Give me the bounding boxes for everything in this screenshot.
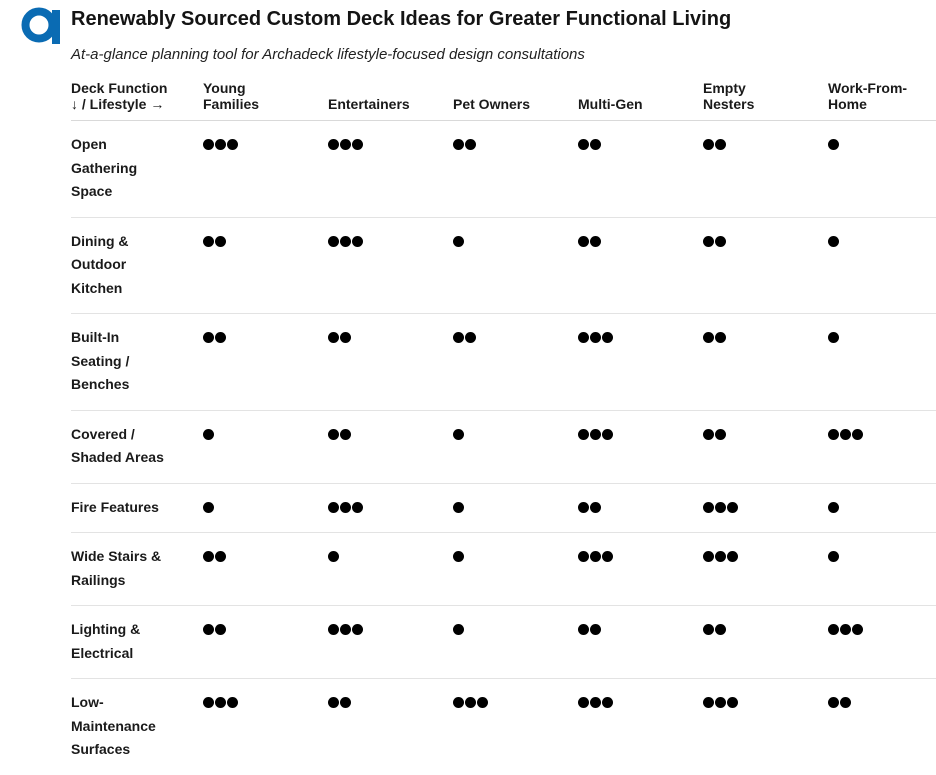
rating-cell: [453, 483, 578, 533]
rating-dots: [828, 133, 930, 150]
rating-dots: [578, 496, 697, 513]
rating-dot-icon: [727, 502, 738, 513]
rating-dots: [453, 423, 572, 440]
rating-cell: [328, 121, 453, 218]
rating-dots: [578, 423, 697, 440]
rating-dot-icon: [203, 502, 214, 513]
column-header: [703, 80, 828, 121]
rating-cell: [703, 410, 828, 483]
rating-dot-icon: [590, 551, 601, 562]
rating-dot-icon: [828, 624, 839, 635]
rating-cell: [828, 217, 936, 314]
rating-cell: [703, 217, 828, 314]
rating-dot-icon: [590, 697, 601, 708]
rating-dot-icon: [227, 697, 238, 708]
rating-cell: [328, 483, 453, 533]
rating-cell: [328, 606, 453, 679]
rating-dot-icon: [328, 502, 339, 513]
rating-cell: [828, 483, 936, 533]
deck-function-label: Lighting &: [71, 621, 141, 637]
rating-dot-icon: [703, 502, 714, 513]
rating-dot-icon: [590, 332, 601, 343]
rating-dot-icon: [828, 429, 839, 440]
rating-cell: [203, 217, 328, 314]
rating-cell: [578, 533, 703, 606]
rating-dot-icon: [578, 551, 589, 562]
rating-dot-icon: [578, 236, 589, 247]
column-header: [578, 80, 703, 121]
rating-dot-icon: [328, 429, 339, 440]
rating-dot-icon: [703, 624, 714, 635]
rating-dot-icon: [465, 697, 476, 708]
rating-cell: [828, 121, 936, 218]
rating-dot-icon: [828, 551, 839, 562]
rating-dot-icon: [715, 502, 726, 513]
deck-function-cell: [71, 483, 203, 533]
rating-cell: [578, 679, 703, 775]
table-row: [71, 410, 936, 483]
rating-dot-icon: [578, 502, 589, 513]
deck-function-label: Dining &: [71, 232, 129, 249]
rating-cell: [578, 217, 703, 314]
table-row: [71, 483, 936, 533]
deck-function-cell: [71, 121, 203, 218]
rating-cell: [578, 606, 703, 679]
rating-dot-icon: [578, 139, 589, 150]
rating-dot-icon: [453, 551, 464, 562]
column-header-line: Families: [203, 96, 260, 112]
table-row: [71, 121, 936, 218]
rating-dots: [453, 230, 572, 247]
table-row: [71, 217, 936, 314]
rating-dots: [328, 423, 447, 440]
rating-dot-icon: [340, 624, 351, 635]
rating-dots: [828, 618, 930, 635]
deck-function-label: Covered /: [71, 425, 135, 442]
rating-dot-icon: [352, 139, 363, 150]
rating-cell: [453, 314, 578, 411]
rating-cell: [703, 483, 828, 533]
deck-function-label: Maintenance: [71, 717, 156, 734]
rating-dots: [203, 133, 322, 150]
rating-dot-icon: [852, 624, 863, 635]
rating-dot-icon: [727, 697, 738, 708]
rating-dot-icon: [453, 502, 464, 513]
rating-dot-icon: [328, 624, 339, 635]
rating-cell: [703, 314, 828, 411]
rating-cell: [328, 533, 453, 606]
column-header-line: Multi-Gen: [578, 96, 643, 112]
rating-dots: [328, 326, 447, 343]
deck-function-label: Gathering: [71, 159, 138, 176]
rating-cell: [453, 410, 578, 483]
rating-dots: [828, 496, 930, 513]
deck-function-label: Railings: [71, 571, 126, 588]
rating-dots: [328, 691, 447, 708]
rating-dot-icon: [352, 236, 363, 247]
rating-cell: [828, 606, 936, 679]
rating-dots: [828, 423, 930, 440]
column-header-line: Young: [203, 80, 246, 96]
rating-dots: [203, 230, 322, 247]
rating-dots: [703, 423, 822, 440]
rating-dot-icon: [453, 429, 464, 440]
rating-dot-icon: [453, 624, 464, 635]
column-header: [203, 80, 328, 121]
rating-dot-icon: [340, 332, 351, 343]
rating-dots: [578, 133, 697, 150]
rating-dot-icon: [715, 236, 726, 247]
rating-dots: [328, 133, 447, 150]
rating-dots: [828, 691, 930, 708]
rating-cell: [828, 314, 936, 411]
rating-cell: [453, 606, 578, 679]
rating-dot-icon: [828, 139, 839, 150]
rating-dot-icon: [215, 139, 226, 150]
rating-dot-icon: [352, 624, 363, 635]
column-header: [453, 80, 578, 121]
column-header: [328, 80, 453, 121]
rating-dot-icon: [203, 429, 214, 440]
rating-dots: [703, 545, 822, 562]
rating-dots: [703, 691, 822, 708]
rating-cell: [453, 121, 578, 218]
rating-dots: [328, 618, 447, 635]
rating-dots: [578, 230, 697, 247]
rating-dots: [828, 326, 930, 343]
deck-function-cell: [71, 679, 203, 775]
rating-dot-icon: [703, 236, 714, 247]
rating-cell: [328, 217, 453, 314]
rating-dot-icon: [340, 236, 351, 247]
rating-cell: [203, 679, 328, 775]
deck-function-label: Surfaces: [71, 741, 131, 757]
rating-dot-icon: [328, 139, 339, 150]
rating-dots: [453, 545, 572, 562]
deck-function-label: Electrical: [71, 644, 134, 661]
rating-dot-icon: [828, 502, 839, 513]
rating-dots: [828, 545, 930, 562]
rating-dot-icon: [340, 139, 351, 150]
rating-dot-icon: [453, 697, 464, 708]
rating-dot-icon: [703, 429, 714, 440]
rating-dots: [703, 230, 822, 247]
rating-dots: [578, 545, 697, 562]
rating-dot-icon: [602, 332, 613, 343]
rating-dots: [453, 618, 572, 635]
rating-dots: [203, 545, 322, 562]
rating-dots: [453, 691, 572, 708]
rating-cell: [203, 410, 328, 483]
rating-cell: [203, 533, 328, 606]
rating-dot-icon: [602, 551, 613, 562]
deck-function-cell: [71, 410, 203, 483]
rating-dot-icon: [590, 236, 601, 247]
rating-dot-icon: [328, 332, 339, 343]
rating-dot-icon: [215, 697, 226, 708]
rating-dot-icon: [328, 697, 339, 708]
rating-dot-icon: [328, 551, 339, 562]
rating-cell: [703, 679, 828, 775]
rating-dot-icon: [215, 332, 226, 343]
rating-dot-icon: [578, 332, 589, 343]
rating-dot-icon: [453, 236, 464, 247]
column-header-line: Work-From-: [828, 80, 908, 96]
rating-dots: [828, 230, 930, 247]
rating-cell: [328, 679, 453, 775]
table-row: [71, 533, 936, 606]
rating-dot-icon: [590, 429, 601, 440]
rating-dot-icon: [203, 236, 214, 247]
rating-dots: [203, 423, 322, 440]
rating-cell: [328, 314, 453, 411]
rating-dot-icon: [602, 429, 613, 440]
rating-cell: [203, 121, 328, 218]
table-row: [71, 606, 936, 679]
rating-dot-icon: [727, 551, 738, 562]
rating-dot-icon: [352, 502, 363, 513]
rating-dot-icon: [578, 429, 589, 440]
rating-dot-icon: [340, 697, 351, 708]
rating-dots: [453, 326, 572, 343]
page-subtitle: At-a-glance planning tool for Archadeck lifestyle-focused design consultations: [71, 46, 585, 63]
deck-function-cell: [71, 217, 203, 314]
corner-header: [71, 80, 203, 121]
column-header-line: Home: [828, 96, 867, 112]
rating-dots: [328, 496, 447, 513]
deck-function-label: Fire Features: [71, 498, 159, 515]
deck-function-label: Low-: [71, 694, 104, 710]
deck-function-cell: [71, 606, 203, 679]
rating-dots: [328, 545, 447, 562]
rating-cell: [703, 121, 828, 218]
rating-dot-icon: [215, 236, 226, 247]
rating-cell: [578, 483, 703, 533]
deck-function-label: Wide Stairs &: [71, 548, 162, 564]
rating-dot-icon: [203, 332, 214, 343]
rating-dots: [578, 691, 697, 708]
rating-cell: [828, 410, 936, 483]
deck-function-label: Open: [71, 136, 107, 152]
rating-dot-icon: [215, 624, 226, 635]
header-row: [71, 80, 936, 121]
rating-cell: [203, 483, 328, 533]
rating-dots: [203, 618, 322, 635]
archadeck-logo-icon: [20, 5, 62, 45]
corner-header-line: Deck Function: [71, 80, 168, 96]
rating-dot-icon: [715, 551, 726, 562]
rating-cell: [453, 217, 578, 314]
rating-dot-icon: [477, 697, 488, 708]
rating-dot-icon: [465, 139, 476, 150]
rating-dots: [203, 496, 322, 513]
rating-dot-icon: [703, 139, 714, 150]
column-header-line: Empty: [703, 80, 746, 96]
rating-cell: [578, 121, 703, 218]
rating-cell: [203, 314, 328, 411]
rating-dot-icon: [715, 332, 726, 343]
rating-dot-icon: [453, 332, 464, 343]
deck-function-label: Built-In: [71, 329, 120, 345]
rating-dot-icon: [828, 332, 839, 343]
rating-cell: [203, 606, 328, 679]
deck-function-label: Benches: [71, 376, 130, 392]
rating-cell: [828, 533, 936, 606]
deck-function-label: Space: [71, 183, 113, 199]
rating-dot-icon: [715, 139, 726, 150]
table-row: [71, 314, 936, 411]
rating-dot-icon: [203, 551, 214, 562]
rating-dot-icon: [590, 502, 601, 513]
rating-cell: [703, 533, 828, 606]
rating-dots: [328, 230, 447, 247]
rating-dot-icon: [840, 624, 851, 635]
page-title: Renewably Sourced Custom Deck Ideas for Greater Functional Living: [71, 8, 732, 30]
rating-dot-icon: [715, 624, 726, 635]
rating-dot-icon: [203, 624, 214, 635]
rating-dot-icon: [590, 624, 601, 635]
rating-dots: [578, 326, 697, 343]
column-header: [828, 80, 936, 121]
deck-function-cell: [71, 533, 203, 606]
rating-dot-icon: [703, 697, 714, 708]
rating-dot-icon: [203, 697, 214, 708]
rating-dot-icon: [840, 429, 851, 440]
column-header-line: Pet Owners: [453, 96, 531, 112]
rating-dots: [203, 691, 322, 708]
rating-cell: [578, 410, 703, 483]
rating-dot-icon: [590, 139, 601, 150]
rating-cell: [703, 606, 828, 679]
rating-dot-icon: [828, 697, 839, 708]
rating-cell: [828, 679, 936, 775]
rating-dot-icon: [328, 236, 339, 247]
rating-dot-icon: [227, 139, 238, 150]
rating-cell: [328, 410, 453, 483]
rating-dot-icon: [203, 139, 214, 150]
column-header-line: Entertainers: [328, 96, 410, 112]
deck-function-label: Kitchen: [71, 279, 123, 296]
rating-dot-icon: [465, 332, 476, 343]
deck-function-label: Shaded Areas: [71, 449, 164, 465]
rating-dot-icon: [340, 502, 351, 513]
rating-dot-icon: [453, 139, 464, 150]
rating-dots: [453, 496, 572, 513]
deck-function-label: Outdoor: [71, 256, 127, 272]
rating-cell: [453, 679, 578, 775]
rating-dot-icon: [852, 429, 863, 440]
matrix-body: [71, 121, 936, 775]
table-row: [71, 679, 936, 775]
rating-dots: [703, 133, 822, 150]
lifestyle-function-matrix: [71, 80, 936, 775]
rating-dot-icon: [828, 236, 839, 247]
rating-dot-icon: [215, 551, 226, 562]
rating-cell: [578, 314, 703, 411]
rating-dots: [703, 326, 822, 343]
rating-cell: [453, 533, 578, 606]
column-header-line: Nesters: [703, 96, 755, 112]
rating-dots: [703, 618, 822, 635]
rating-dot-icon: [715, 697, 726, 708]
rating-dots: [453, 133, 572, 150]
deck-function-cell: [71, 314, 203, 411]
rating-dots: [203, 326, 322, 343]
deck-function-label: Seating /: [71, 352, 130, 369]
rating-dot-icon: [578, 697, 589, 708]
rating-dot-icon: [703, 551, 714, 562]
rating-dot-icon: [602, 697, 613, 708]
rating-dot-icon: [578, 624, 589, 635]
rating-dot-icon: [840, 697, 851, 708]
rating-dots: [703, 496, 822, 513]
rating-dots: [578, 618, 697, 635]
rating-dot-icon: [340, 429, 351, 440]
rating-dot-icon: [703, 332, 714, 343]
rating-dot-icon: [715, 429, 726, 440]
corner-header-line: ↓ / Lifestyle →: [71, 96, 165, 112]
